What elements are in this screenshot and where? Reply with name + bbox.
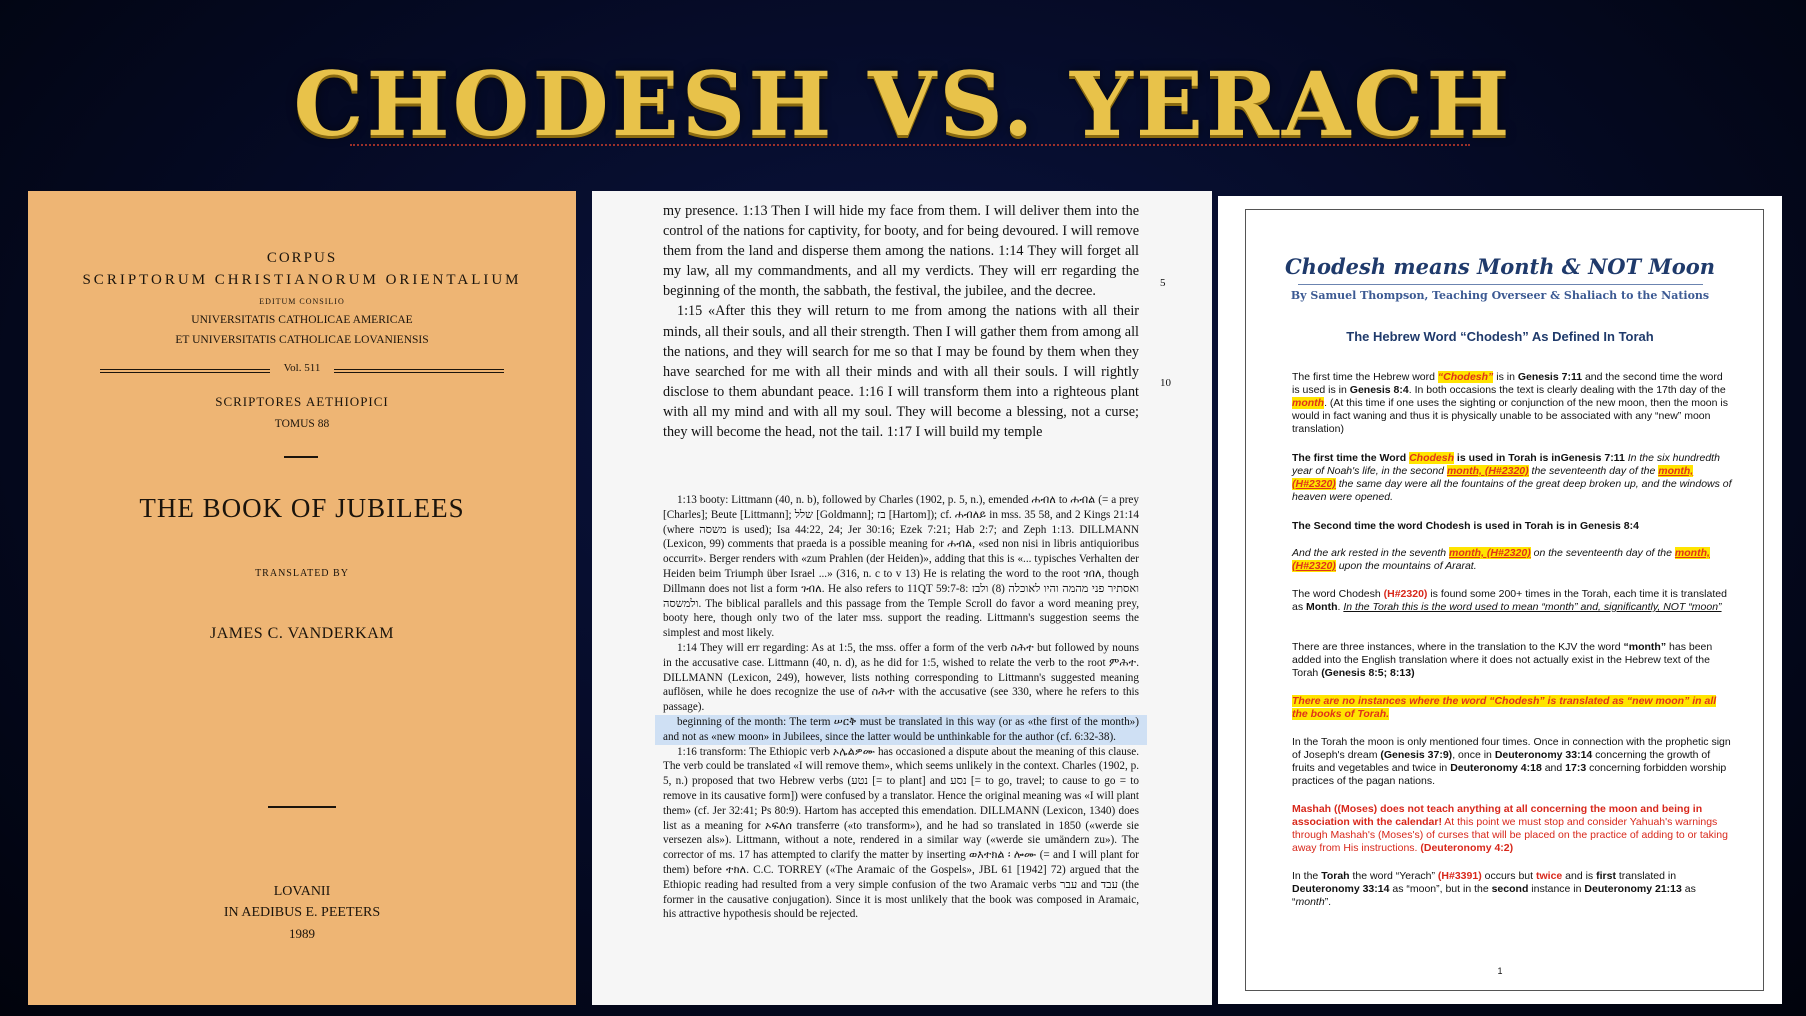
paragraph-no-instances: There are no instances where the word “Chodesh” is translated as “new moon” in all the books of Torah. [1292, 695, 1717, 720]
cover-author: JAMES C. VANDERKAM [210, 625, 394, 642]
scan-body-text [663, 201, 1139, 442]
paragraph-three-instances: There are three instances, where in the translation to the KJV the word “month” has been added into the English translation where it does not actually exist in the Hebrew text of the Torah (Genesis 8:5; 8:13) [1292, 641, 1713, 679]
page-number: 1 [1497, 966, 1503, 976]
cover-tomus: TOMUS 88 [274, 418, 330, 430]
scan-notes [663, 493, 1139, 922]
paragraph-moon-mentions: In the Torah the moon is only mentioned four times. Once in connection with the prophetic sign of Joseph's dream (Genesis 37:9), once in Deuteronomy 33:14 concerning the growth of fruits and vegetables and twice in Deuteronomy 4:18 and 17:3 concerning forbidden worship practices of the pagan nations. [1292, 736, 1731, 787]
paragraph-yerach: In the Torah the word “Yerach” (H#3391) occurs but twice and is first translated in Deuteronomy 33:14 as “moon”, but in the second instance in Deuteronomy 21:13 as “month”. [1292, 870, 1696, 908]
cover-university-1: UNIVERSITATIS CATHOLICAE AMERICAE [191, 314, 413, 326]
paragraph-genesis-8-4: And the ark rested in the seventh month, (H#2320) on the seventeenth day of the month, (H#2320) upon the mountains of Ararat. [1292, 547, 1710, 572]
paragraph-first-use: The first time the Hebrew word “Chodesh” is in Genesis 7:11 and the second time the word is used is in Genesis 8:4. In both occasions the text is clearly dealing with the 17th day of the month. (At this time if one uses the sighting or conjunction of the new moon, then the moon is would in fact waning and thus it is physically unable to be associated with any “new” moon translation) [1292, 371, 1728, 435]
cover-rule-right [334, 369, 504, 373]
slide-title: CHODESH VS. YERACH [293, 52, 1513, 156]
scanned-page [592, 191, 1212, 1005]
cover-corpus: CORPUS [266, 250, 338, 266]
book-cover [28, 191, 576, 1005]
cover-year: 1989 [289, 926, 315, 941]
document-byline: By Samuel Thompson, Teaching Overseer & Shaliach to the Nations [1290, 289, 1710, 302]
scan-note: 1:13 booty: Littmann (40, n. b), followed by Charles (1902, p. 5, n.), emended ሐብለ to ሐብል (= a prey [Charles]; Beute [Littmann]; שלל [Goldmann]; בז [Hartom]); cf. ሐብለይ in mss. 35 58, and 2 Kings 21:14 (where משסה is used); Isa 44:22, 24; Jer 30:16; Ezek 7:21; Hab 2:7; and Zeph 1:13. DILLMANN (Lexicon, 99) comments that praeda is a possible meaning for ሐብል, «sed non nisi in libris antiquioribus occurrit». Berger renders with «zum Prahlen (der Heiden)», adding that this is «... typisches Verhalten der Heiden beim Triumph über Israel ...» (316, n. c to v 13) He is relating the word to the root ገበለ, though Dillmann does not list a form ገብለ. He also refers to 11QT 59:7-8: ואסתיר פני מהמה והיו לאוכלה (8) ולבז ולמשסה. The biblical parallels and this passage from the Temple Scroll do favor a word meaning prey, booty here, though only two of the later mss. support the reading. Littmann's suggestion seems the simplest and most likely. [663, 494, 1139, 640]
line-number: 5 [1160, 277, 1166, 289]
cover-divider-2 [268, 806, 336, 808]
cover-divider [284, 456, 318, 458]
document-heading: The Hebrew Word “Chodesh” As Defined In Torah [1346, 329, 1654, 344]
cover-place: LOVANII [273, 884, 331, 899]
cover-publisher: IN AEDIBUS E. PEETERS [223, 905, 381, 920]
scan-note: 1:16 transform: The Ethiopic verb ኦሌልዎሙ has occasioned a dispute about the meaning of this clause. The verb could be translated «I will remove them», which seems unlikely in the context. Charles (1902, p. 5, n.) proposed that two Hebrew verbs (נטע [= to plant] and נסע [= to go, travel; to cause to go = to remove in its causative form]) were confused by a translator. Hence the original meaning was «I will plant them» (cf. Jer 32:41; Ps 80:9). Hartom has accepted this emendation. DILLMANN (Lexicon, 1340) does list as a meaning for ኦፍለሰ transferre («to transform»), and he had so translated in 1850 («werde sie versezen als»). Littmann, without a note, rendered in a similar way («werde sie umändern zu»). The corrector of ms. 17 has attempted to clarify the matter by inserting ወእተክል ፡ ሎሙ (= and I will plant for them) before ተክለ. C.C. TORREY («The Aramaic of the Gospels», JBL 61 [1942] 72) argued that the Ethiopic reading had resulted from a very simple confusion of the two Aramaic verbs עבר and עבד (the former in the causative conjugation). Since it is most unlikely that the book was composed in Aramaic, his attractive hypothesis should be rejected. [663, 745, 1139, 921]
cover-volume: Vol. 511 [283, 362, 321, 374]
scan-paragraph: my presence. 1:13 Then I will hide my face from them. I will deliver them into the control of the nations for captivity, for booty, and for being devoured. I will remove them from the land and disperse them among the nations. 1:14 They will forget all my law, all my commandments, and all my verdicts. They will err regarding the beginning of the month, the sabbath, the festival, the jubilee, and the decree. [663, 203, 1139, 300]
paragraph-second-use: The Second time the word Chodesh is used in Torah is in Genesis 8:4 [1292, 520, 1639, 532]
cover-series: SCRIPTORUM CHRISTIANORUM ORIENTALIUM [82, 272, 522, 288]
scan-note-highlighted: beginning of the month: The term ሠርቅ must be translated in this way (or as «the first of the month») and not as «new moon» in Jubilees, since the latter would be unthinkable for the author (cf. 6:32-38). [655, 715, 1147, 745]
paragraph-genesis-7-11: The first time the Word Chodesh is used in Torah is inGenesis 7:11 In the six hundredth year of Noah's life, in the second month, (H#2320) the seventeenth day of the month, (H#2320) the same day were all the fountains of the great deep broken up, and the windows of heaven were opened. [1292, 452, 1732, 503]
title-underline [350, 144, 1470, 146]
document-title: Chodesh means Month & NOT Moon [1284, 254, 1716, 279]
cover-university-2: ET UNIVERSITATIS CATHOLICAE LOVANIENSIS [175, 334, 429, 346]
cover-editum: EDITUM CONSILIO [259, 297, 345, 306]
title-rule [1298, 284, 1703, 285]
cover-translated-by: TRANSLATED BY [255, 568, 349, 579]
paragraph-mashah: Mashah ((Moses) does not teach anything at all concerning the moon and being in association with the calendar! At this point we must stop and consider Yahuah's warnings through Mashah's (Moses's) of curses that will be placed on the practice of adding to or taking away from His instructions. (Deuteronomy 4:2) [1292, 803, 1728, 854]
scan-note: 1:14 They will err regarding: As at 1:5, the mss. offer a form of the verb ስሕተ but followed by nouns in the accusative case. Littmann (40, n. d), as he did for 1:5, wished to relate the verb to the root ምሕተ. DILLMANN (Lexicon, 249), however, lists nothing corresponding to Littmann's suggested meaning auflösen, while he does recognize the use of ስሕተ with the accusative (see 330, where he refers to this passage). [663, 641, 1139, 714]
scan-paragraph: 1:15 «After this they will return to me from among the nations with all their minds, all their souls, and all their strength. Then I will gather them from among all the nations, and they will search for me so that I may be found by them when they have searched for me with all their minds and with all their souls. I will rightly disclose to them abundant peace. 1:16 I will transform them into a righteous plant with all my mind and with all my soul. They will become a blessing, not a curse; they will become the head, not the tail. 1:17 I will build my temple [663, 303, 1139, 441]
document-page [1218, 196, 1782, 1004]
cover-book-title: THE BOOK OF JUBILEES [139, 493, 465, 523]
cover-scriptores: SCRIPTORES AETHIOPICI [215, 394, 389, 409]
line-number: 10 [1160, 377, 1171, 389]
paragraph-200-times: The word Chodesh (H#2320) is found some 200+ times in the Torah, each time it is translated as Month. In the Torah this is the word used to mean “month” and, significantly, NOT “moon” [1292, 588, 1727, 613]
